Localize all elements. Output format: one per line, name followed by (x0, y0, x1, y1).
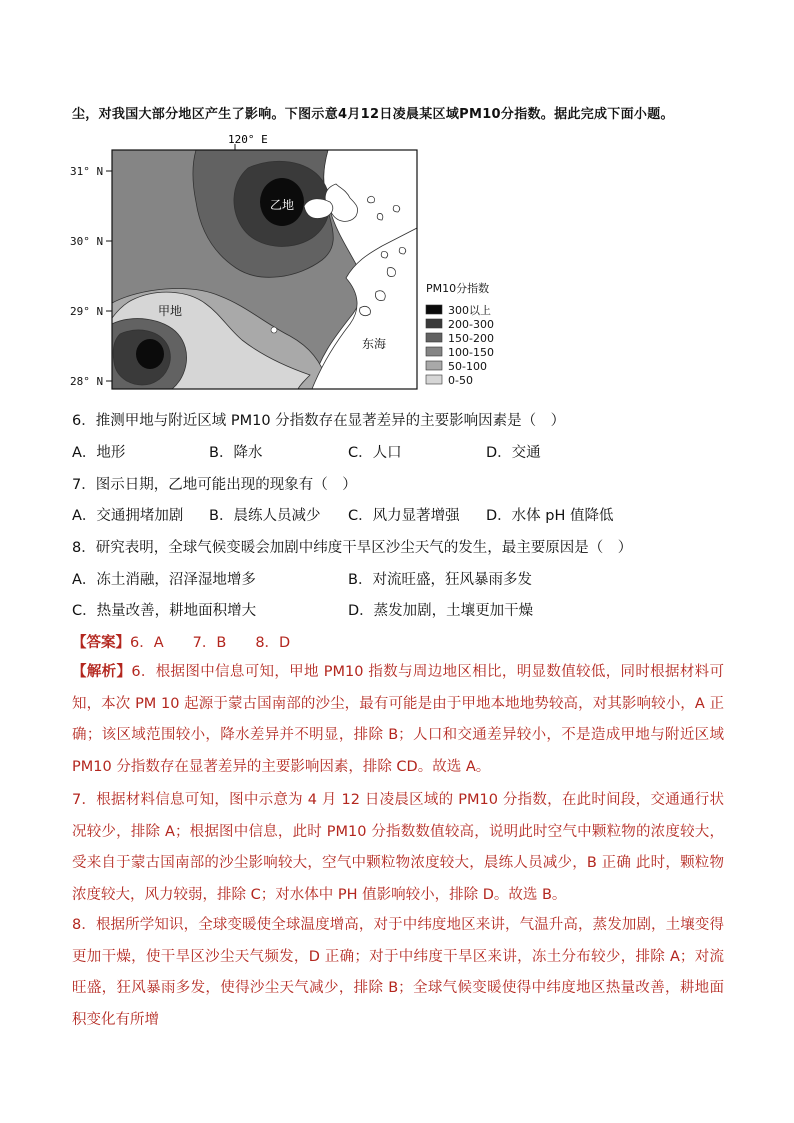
yi-bay (304, 199, 333, 219)
lat-label-28: 28° N (70, 375, 104, 388)
legend (426, 303, 494, 387)
place-yi-label: 乙地 (270, 198, 295, 212)
lat-label-31: 31° N (70, 165, 104, 178)
analysis-q8: 8．根据所学知识，全球变暖使全球温度增高，对于中纬度地区来讲，气温升高，蒸发加剧，土壤变得更加干燥，使干旱区沙尘天气频发，D 正确；对于中纬度干旱区来讲，冻土分布较少，排除 A；对流旺盛，狂风暴雨多发，使得沙尘天气减少，排除 B；全球气候变暖使得中纬度地区热量改善，耕地面积变化有所增 (72, 917, 724, 1028)
sea-label: 东海 (362, 337, 387, 351)
answer-text: 6．A 7．B 8．D (130, 635, 291, 651)
analysis-q7: 7．根据材料信息可知，图中示意为 4 月 12 日凌晨区域的 PM10 分指数，在此时间段，交通通行状况较少，排除 A；根据图中信息，此时 PM10 分指数数值较高，说明此时空气中颗粒物的浓度较大，受来自于蒙古国南部的沙尘影响较大，空气中颗粒物浓度较大，晨练人员减少，B 正确 此时，颗粒物浓度较大，风力较弱，排除 C；对水体中 PH 值影响较小，排除 D。故选 B。 (72, 792, 724, 903)
legend-swatch-5 (426, 375, 442, 384)
lat-label-30: 30° N (70, 235, 104, 248)
legend-label-0: 300以上 (448, 304, 491, 317)
q6-option-b: B．降水 (209, 445, 263, 461)
q6-option-d: D．交通 (486, 445, 541, 461)
lat-label-29: 29° N (70, 305, 104, 318)
q8-option-d: D．蒸发加剧，土壤更加干燥 (348, 603, 534, 619)
legend-swatch-0 (426, 305, 442, 314)
q6-option-c: C．人口 (348, 445, 402, 461)
map-svg (60, 128, 520, 398)
lon-label: 120° E (228, 133, 268, 146)
analysis-label: 【解析】 (72, 664, 132, 680)
q8-stem: 8．研究表明，全球气候变暖会加剧中纬度干旱区沙尘天气的发生，最主要原因是（ ） (72, 540, 633, 556)
legend-label-2: 150-200 (448, 332, 494, 345)
legend-title: PM10分指数 (426, 282, 490, 295)
zone-300-south (136, 339, 164, 369)
lake-dot (271, 327, 277, 333)
legend-label-5: 0-50 (448, 374, 473, 387)
legend-swatch-1 (426, 319, 442, 328)
q6-option-a: A．地形 (72, 445, 126, 461)
pm10-map (60, 128, 520, 398)
legend-label-4: 50-100 (448, 360, 487, 373)
place-jia-label: 甲地 (158, 304, 183, 318)
legend-swatch-2 (426, 333, 442, 342)
analysis-q6-text: 6．根据图中信息可知，甲地 PM10 指数与周边地区相比，明显数值较低，同时根据材料可知，本次 PM 10 起源于蒙古国南部的沙尘，最有可能是由于甲地本地地势较高，对其影响较小，A 正确；该区域范围较小，降水差异并不明显，排除 B；人口和交通差异较小，不是造成甲地与附近区域 PM10 分指数存在显著差异的主要影响因素，排除 CD。故选 A。 (72, 664, 724, 775)
legend-swatch-3 (426, 347, 442, 356)
q7-option-b: B．晨练人员减少 (209, 508, 321, 524)
q8-option-b: B．对流旺盛，狂风暴雨多发 (348, 572, 532, 588)
legend-swatch-4 (426, 361, 442, 370)
legend-label-1: 200-300 (448, 318, 494, 331)
q8-option-c: C．热量改善，耕地面积增大 (72, 603, 257, 619)
q7-option-a: A．交通拥堵加剧 (72, 508, 184, 524)
analysis-q6 (72, 657, 724, 783)
answer-label: 【答案】 (72, 635, 130, 651)
intro-text: 尘，对我国大部分地区产生了影响。下图示意4月12日凌晨某区域PM10分指数。据此完成下面小题。 (72, 107, 674, 122)
answer-line (72, 631, 290, 652)
legend-label-3: 100-150 (448, 346, 494, 359)
q7-stem: 7．图示日期，乙地可能出现的现象有（ ） (72, 477, 357, 493)
q7-option-c: C．风力显著增强 (348, 508, 460, 524)
q7-option-d: D．水体 pH 值降低 (486, 508, 614, 524)
q8-option-a: A．冻土消融，沼泽湿地增多 (72, 572, 256, 588)
q6-stem: 6．推测甲地与附近区域 PM10 分指数存在显著差异的主要影响因素是（ ） (72, 413, 566, 429)
